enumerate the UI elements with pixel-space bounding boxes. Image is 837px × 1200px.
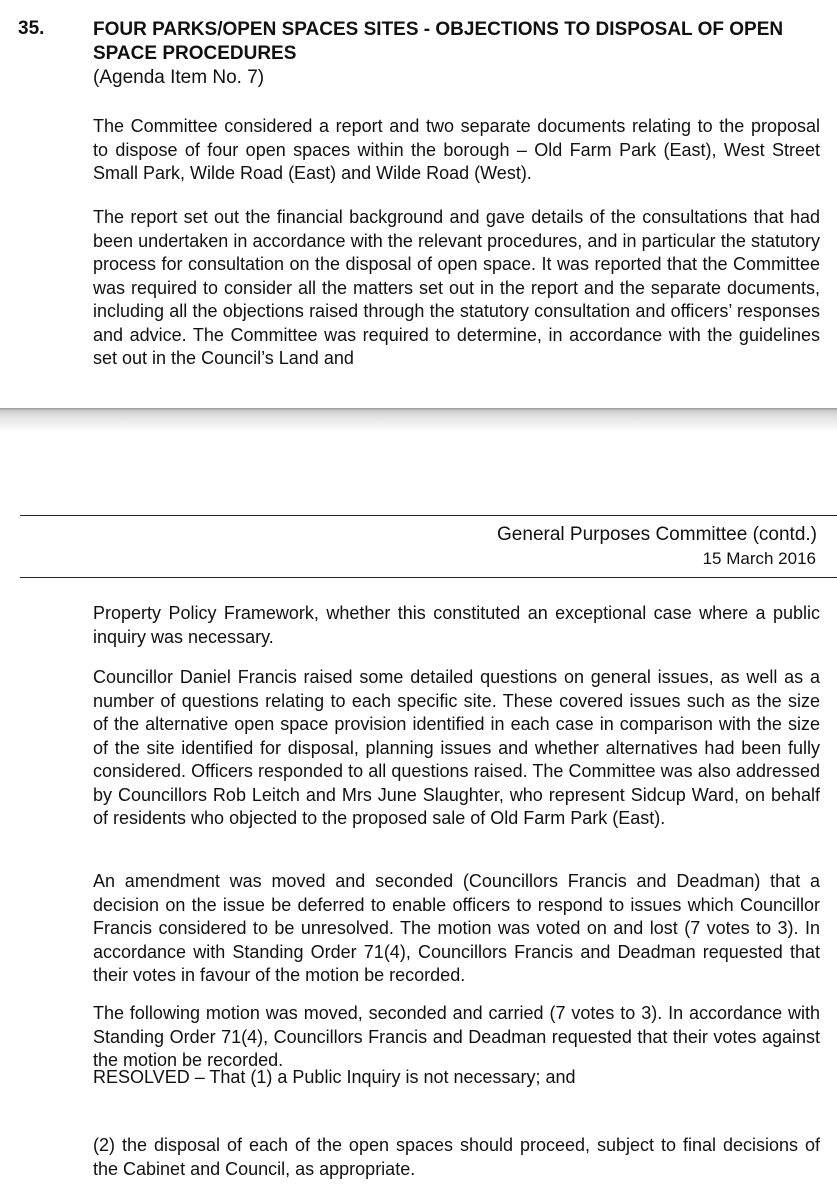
minute-number: 35. [18,18,45,39]
running-header-date: 15 March 2016 [702,549,816,568]
paragraph-councillor-questions: Councillor Daniel Francis raised some detailed questions on general issues, as well as a number of questions relating to each specific site. These covered issues such as the size of the alternative open space provision identified in each case in comparison with the size of the site identified for disposal, planning issues and whether alternatives had been fully considered. Officers responded to all questions raised. The Committee was also addressed by Councillors Rob Leitch and Mrs June Slaughter, who represent Sidcup Ward, on behalf of residents who objected to the proposed sale of Old Farm Park (East). [93,667,820,828]
paragraph-motion: The following motion was moved, seconded and carried (7 votes to 3). In accordance with Standing Order 71(4), Councillors Francis and Deadman requested that their votes against the motion be recorded. [93,1003,820,1070]
paragraph-report-background: The report set out the financial background and gave details of the consultations that had been undertaken in accordance with the relevant procedures, and in particular the statutory process for consultation on the disposal of open space. It was reported that the Committee was required to consider all the matters set out in the report and the separate documents, including all the objections raised through the statutory consultation and officers’ responses and advice. The Committee was required to determine, in accordance with the guidelines set out in the Council’s Land and [93,207,820,368]
paragraph-policy-framework: Property Policy Framework, whether this constituted an exceptional case where a public inquiry was necessary. [93,603,820,647]
page-bottom [0,432,837,1200]
paragraph-amendment: An amendment was moved and seconded (Councillors Francis and Deadman) that a decision on the issue be deferred to enable officers to respond to issues which Councillor Francis considered to be unresolved. The motion was voted on and lost (7 votes to 3). In accordance with Standing Order 71(4), Councillors Francis and Deadman requested that their votes in favour of the motion be recorded. [93,871,820,985]
page-top [0,0,837,408]
paragraph-report-summary: The Committee considered a report and two separate documents relating to the proposal to dispose of four open spaces within the borough – Old Farm Park (East), West Street Small Park, Wilde Road (East) and Wilde Road (West). [93,116,820,183]
minute-heading: FOUR PARKS/OPEN SPACES SITES - OBJECTIONS TO DISPOSAL OF OPEN SPACE PROCEDURES [93,19,784,64]
paragraph-disposal-decision: (2) the disposal of each of the open spaces should proceed, subject to final decisions of the Cabinet and Council, as appropriate. [93,1135,820,1179]
running-header-title: General Purposes Committee (contd.) [497,524,817,545]
page-break-shadow [0,408,837,432]
paragraph-resolved: RESOLVED – That (1) a Public Inquiry is not necessary; and [93,1067,576,1087]
agenda-reference: (Agenda Item No. 7) [93,67,265,88]
header-rule-bottom [20,577,837,578]
header-rule-top [20,515,837,516]
